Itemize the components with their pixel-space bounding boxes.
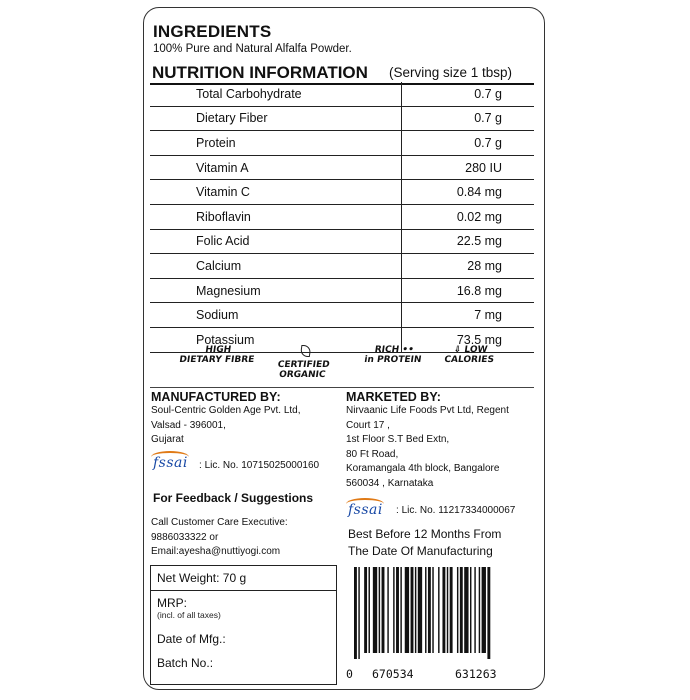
barcode-bar bbox=[487, 567, 490, 659]
best-before bbox=[348, 526, 501, 560]
barcode-bar bbox=[457, 567, 458, 653]
mfg-date-label: Date of Mfg.: bbox=[157, 632, 226, 646]
badge-line: in PROTEIN bbox=[363, 355, 422, 365]
nutrient-name: Magnesium bbox=[150, 278, 402, 303]
table-row bbox=[150, 82, 534, 106]
organic-badge bbox=[276, 345, 333, 380]
nutrient-name: Folic Acid bbox=[150, 229, 402, 254]
address-line: Soul-Centric Golden Age Pvt. Ltd, bbox=[151, 405, 301, 416]
serving-size: (Serving size 1 tbsp) bbox=[389, 65, 513, 80]
badge-line bbox=[445, 345, 496, 355]
barcode bbox=[352, 567, 532, 659]
nutrient-value: 0.02 mg bbox=[402, 204, 535, 229]
low-calories-badge bbox=[444, 345, 496, 365]
mrp-label: MRP: bbox=[157, 596, 187, 610]
table-row bbox=[150, 278, 534, 303]
nutrient-value: 0.7 g bbox=[402, 131, 535, 156]
box-divider bbox=[151, 590, 336, 591]
barcode-bar bbox=[418, 567, 422, 653]
barcode-bar bbox=[393, 567, 394, 653]
best-before-line: The Date Of Manufacturing bbox=[348, 544, 493, 558]
contact-line: Email:ayesha@nuttiyogi.com bbox=[151, 546, 281, 557]
nutrient-name: Vitamin A bbox=[150, 155, 402, 180]
address-line: 80 Ft Road, bbox=[346, 448, 399, 460]
ingredients-text: 100% Pure and Natural Alfalfa Powder. bbox=[153, 43, 352, 55]
barcode-bar bbox=[432, 567, 433, 653]
batch-label: Batch No.: bbox=[157, 656, 214, 670]
best-before-line: Best Before 12 Months From bbox=[348, 527, 502, 541]
barcode-digits-right: 631263 bbox=[455, 667, 497, 681]
barcode-bar bbox=[470, 567, 471, 653]
badge-line: ORGANIC bbox=[278, 370, 327, 380]
table-row bbox=[150, 254, 534, 279]
dots-icon: •• bbox=[401, 345, 415, 355]
barcode-bar bbox=[369, 567, 370, 653]
address-line: Nirvaanic Life Foods Pvt Ltd, Regent bbox=[346, 405, 509, 416]
manufacturer-heading: MANUFACTURED BY: bbox=[151, 390, 281, 404]
barcode-bar bbox=[364, 567, 367, 653]
address-line: 560034 , Karnataka bbox=[346, 477, 434, 489]
barcode-digits-mid: 670534 bbox=[372, 667, 414, 681]
fssai-logo: fssai bbox=[153, 455, 188, 471]
mrp-note: (incl. of all taxes) bbox=[157, 610, 221, 620]
down-arrow-icon: ⇓ bbox=[452, 345, 462, 355]
table-row bbox=[150, 204, 534, 229]
address-line: Court 17 , bbox=[346, 419, 390, 431]
table-row bbox=[150, 155, 534, 180]
badge-line: CERTIFIED bbox=[276, 360, 331, 370]
barcode-bar bbox=[428, 567, 431, 653]
table-row bbox=[150, 180, 534, 205]
high-fibre-badge bbox=[179, 345, 257, 365]
barcode-bar bbox=[400, 567, 401, 653]
barcode-bar bbox=[474, 567, 475, 653]
nutrient-value: 0.7 g bbox=[402, 82, 535, 106]
barcode-bar bbox=[479, 567, 480, 653]
barcode-bar bbox=[464, 567, 468, 653]
barcode-bar bbox=[379, 567, 380, 653]
nutrition-heading: NUTRITION INFORMATION bbox=[152, 63, 368, 82]
nutrient-value: 28 mg bbox=[402, 254, 535, 279]
info-box bbox=[150, 565, 337, 685]
address-line: 1st Floor S.T Bed Extn, bbox=[346, 434, 450, 445]
nutrient-name: Riboflavin bbox=[150, 204, 402, 229]
barcode-bar bbox=[447, 567, 448, 653]
barcode-bar bbox=[396, 567, 399, 653]
barcode-bar bbox=[358, 567, 359, 659]
ingredients-heading: INGREDIENTS bbox=[153, 22, 272, 41]
badge-word: RICH bbox=[373, 345, 400, 355]
nutrient-value: 280 IU bbox=[402, 155, 535, 180]
manufacturer-address bbox=[151, 404, 301, 448]
barcode-bar bbox=[387, 567, 388, 653]
manufacturer-license: : Lic. No. 10715025000160 bbox=[199, 460, 320, 471]
section-divider bbox=[150, 387, 534, 388]
nutrient-value: 0.84 mg bbox=[402, 180, 535, 205]
barcode-bar bbox=[460, 567, 463, 653]
nutrient-value: 7 mg bbox=[402, 303, 535, 328]
badge-line: DIETARY FIBRE bbox=[178, 355, 255, 365]
barcode-bar bbox=[382, 567, 385, 653]
marketer-address bbox=[346, 404, 509, 491]
nutrient-name: Dietary Fiber bbox=[150, 106, 402, 131]
nutrient-name: Sodium bbox=[150, 303, 402, 328]
feedback-heading: For Feedback / Suggestions bbox=[153, 491, 314, 505]
net-weight: Net Weight: 70 g bbox=[157, 571, 247, 585]
barcode-bar bbox=[354, 567, 357, 659]
barcode-bar bbox=[373, 567, 377, 653]
leaf-icon bbox=[300, 345, 312, 357]
table-row bbox=[150, 106, 534, 131]
nutrient-value: 0.7 g bbox=[402, 106, 535, 131]
barcode-bar bbox=[405, 567, 409, 653]
table-row bbox=[150, 131, 534, 156]
barcode-bar bbox=[450, 567, 453, 653]
barcode-bar bbox=[438, 567, 439, 653]
badge-line bbox=[365, 345, 423, 355]
claim-badges bbox=[150, 345, 534, 381]
protein-badge bbox=[364, 345, 424, 365]
nutrient-value: 22.5 mg bbox=[402, 229, 535, 254]
barcode-bar bbox=[442, 567, 445, 653]
barcode-bar bbox=[482, 567, 486, 653]
barcode-bar bbox=[425, 567, 426, 653]
nutrient-name: Protein bbox=[150, 131, 402, 156]
contact-line: 9886033322 or bbox=[151, 531, 219, 543]
marketer-heading: MARKETED BY: bbox=[346, 390, 441, 404]
address-line: Gujarat bbox=[151, 434, 184, 445]
marketer-license: : Lic. No. 11217334000067 bbox=[396, 505, 516, 516]
badge-line: CALORIES bbox=[443, 355, 495, 365]
barcode-bar bbox=[411, 567, 414, 653]
nutrition-table bbox=[150, 82, 534, 353]
badge-word: LOW bbox=[463, 345, 489, 355]
badge-line: HIGH bbox=[204, 345, 232, 355]
nutrient-name: Vitamin C bbox=[150, 180, 402, 205]
nutrient-value: 16.8 mg bbox=[402, 278, 535, 303]
barcode-digit-left: 0 bbox=[346, 667, 353, 681]
barcode-bar bbox=[415, 567, 416, 653]
address-line: Koramangala 4th block, Bangalore bbox=[346, 463, 500, 474]
fssai-logo: fssai bbox=[348, 502, 383, 518]
nutrient-name: Total Carbohydrate bbox=[150, 82, 402, 106]
nutrient-name: Potassium bbox=[150, 327, 402, 352]
feedback-contact bbox=[151, 516, 288, 560]
nutrient-name: Calcium bbox=[150, 254, 402, 279]
table-row bbox=[150, 303, 534, 328]
address-line: Valsad - 396001, bbox=[151, 419, 226, 431]
contact-line: Call Customer Care Executive: bbox=[151, 517, 288, 528]
nutrient-value: 73.5 mg bbox=[402, 327, 535, 352]
table-row bbox=[150, 229, 534, 254]
